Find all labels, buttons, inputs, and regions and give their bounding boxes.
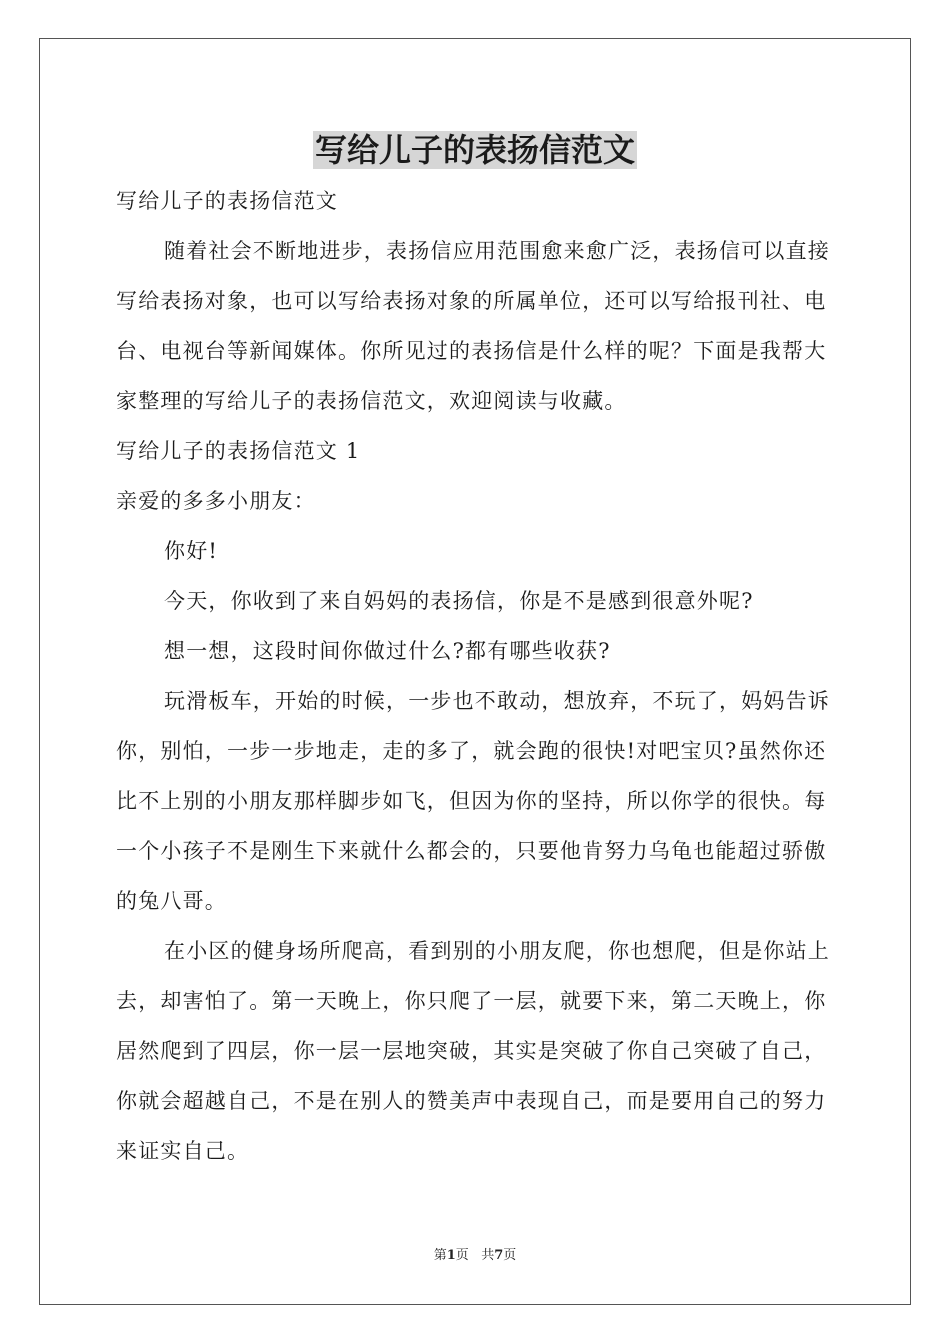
greeting: 你好! <box>164 539 219 563</box>
total-prefix: 共 <box>481 1248 495 1263</box>
section-heading: 写给儿子的表扬信范文 1 <box>116 439 361 463</box>
paragraph: 在小区的健身场所爬高，看到别的小朋友爬，你也想爬，但是你站上去，却害怕了。第一天晚上，你只爬了一层，就要下来，第二天晚上，你居然爬到了四层，你一层一层地突破，其实是突破了你自己突破了自己，你就会超越自己，不是在别人的赞美声中表现自己，而是要用自己的努力来证实自己。 <box>116 939 830 1163</box>
document-body <box>116 176 838 1176</box>
page-title <box>0 128 950 172</box>
paragraph: 今天，你收到了来自妈妈的表扬信，你是不是感到很意外呢? <box>164 589 754 613</box>
paragraph: 随着社会不断地进步，表扬信应用范围愈来愈广泛，表扬信可以直接写给表扬对象，也可以写给表扬对象的所属单位，还可以写给报刊社、电台、电视台等新闻媒体。你所见过的表扬信是什么样的呢？下面是我帮大家整理的写给儿子的表扬信范文，欢迎阅读与收藏。 <box>116 239 830 413</box>
page-number: 1 <box>446 1248 456 1263</box>
page-title-text: 写给儿子的表扬信范文 <box>314 131 635 169</box>
salutation: 亲爱的多多小朋友： <box>116 489 316 513</box>
page-prefix: 第 <box>433 1248 447 1263</box>
paragraph: 想一想，这段时间你做过什么?都有哪些收获? <box>164 639 611 663</box>
paragraph: 玩滑板车，开始的时候，一步也不敢动，想放弃，不玩了，妈妈告诉你，别怕，一步一步地走，走的多了，就会跑的很快!对吧宝贝?虽然你还比不上别的小朋友那样脚步如飞，但因为你的坚持，所以你学的很快。每一个小孩子不是刚生下来就什么都会的，只要他肯努力乌龟也能超过骄傲的兔八哥。 <box>116 689 830 913</box>
total-suffix: 页 <box>503 1248 517 1263</box>
paragraph: 写给儿子的表扬信范文 <box>116 189 338 213</box>
page-suffix: 页 <box>455 1248 469 1263</box>
page-footer <box>0 1246 950 1266</box>
total-pages: 7 <box>494 1248 504 1263</box>
